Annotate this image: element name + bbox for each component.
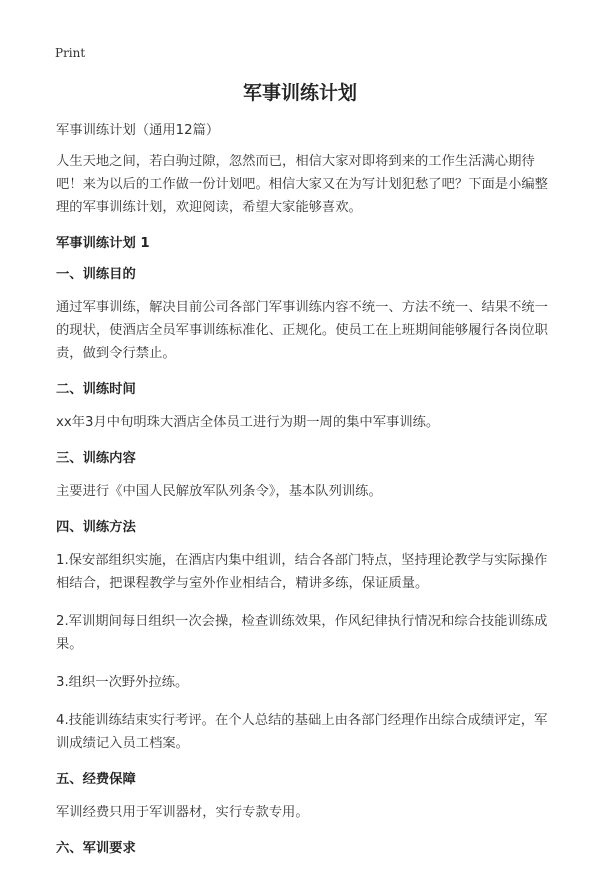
document-title: 军事训练计划 (242, 82, 357, 104)
section-heading-funding: 五、经费保障 (56, 772, 136, 787)
section-paragraph: 通过军事训练，解决目前公司各部门军事训练内容不统一、方法不统一、结果不统一的现状，使酒店全员军事训练标准化、正规化。使员工在上班期间能够履行各岗位职责，做到令行禁止。 (56, 300, 548, 361)
section-paragraph: xx年3月中旬明珠大酒店全体员工进行为期一周的集中军事训练。 (56, 415, 440, 430)
section-heading-content: 三、训练内容 (56, 451, 136, 466)
section-paragraph: 主要进行《中国人民解放军队列条令》，基本队列训练。 (56, 484, 382, 499)
document-body (56, 119, 550, 870)
section-heading-time: 二、训练时间 (56, 382, 136, 397)
section-paragraph: 4.技能训练结束实行考评。在个人总结的基础上由各部门经理作出综合成绩评定，军训成绩记入员工档案。 (56, 713, 548, 751)
section-paragraph: 1.保安部组织实施，在酒店内集中组训，结合各部门特点，坚持理论教学与实际操作相结合，把课程教学与室外作业相结合，精讲多练，保证质量。 (56, 553, 548, 591)
intro-paragraph: 人生天地之间，若白驹过隙，忽然而已，相信大家对即将到来的工作生活满心期待吧！来为以后的工作做一份计划吧。相信大家又在为写计划犯愁了吧？下面是小编整理的军事训练计划，欢迎阅读，希望大家能够喜欢。 (56, 154, 548, 215)
section-paragraph: 3.组织一次野外拉练。 (56, 675, 189, 690)
document-subtitle: 军事训练计划（通用12篇） (56, 123, 220, 138)
section-paragraph: 军训经费只用于军训器材，实行专款专用。 (56, 805, 309, 820)
print-link[interactable]: Print (55, 46, 86, 60)
section-heading-purpose: 一、训练目的 (56, 267, 136, 282)
section-heading-method: 四、训练方法 (56, 520, 136, 535)
section-heading-requirements: 六、军训要求 (56, 841, 136, 856)
plan-heading: 军事训练计划 1 (56, 236, 150, 251)
section-paragraph: 2.军训期间每日组织一次会操，检查训练效果，作风纪律执行情况和综合技能训练成果。 (56, 614, 548, 652)
